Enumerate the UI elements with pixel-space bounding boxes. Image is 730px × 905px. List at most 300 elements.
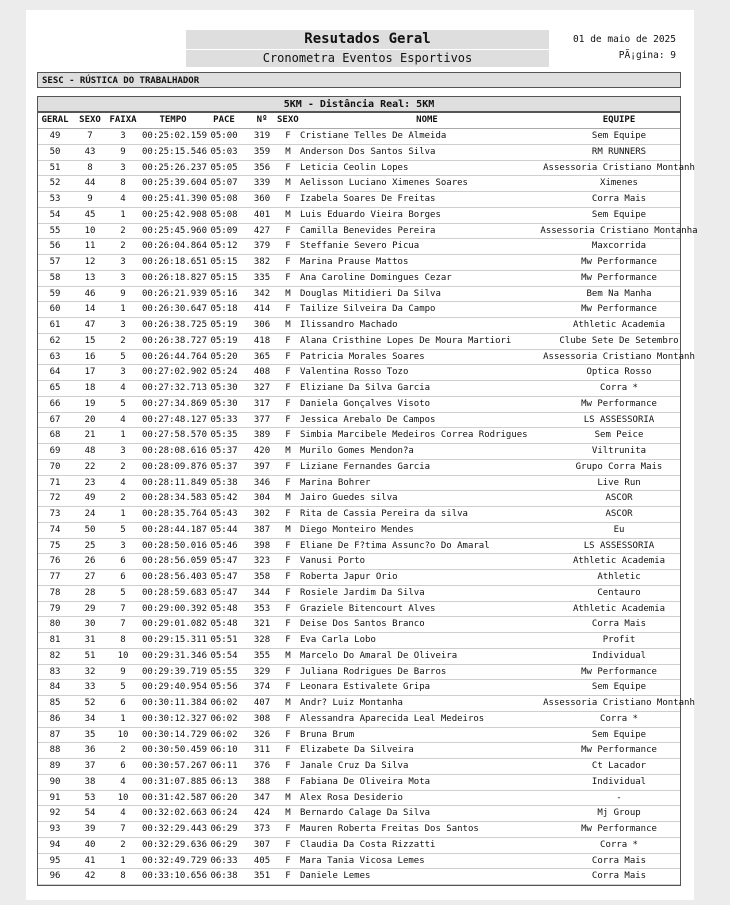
cell-equipe: Assessoria Cristiano Montanh	[543, 698, 695, 708]
cell-bib-number: 377	[253, 414, 271, 425]
cell-equipe: Live Run	[597, 477, 641, 488]
cell-tempo: 00:30:12.327	[142, 713, 208, 724]
cell-sexo-rank: 15	[84, 335, 96, 346]
cell-sexo-rank: 38	[84, 776, 96, 787]
cell-bib-number: 397	[253, 461, 271, 472]
cell-faixa: 4	[120, 383, 126, 393]
cell-faixa: 2	[120, 745, 126, 756]
cell-sexo-rank: 50	[84, 524, 96, 535]
cell-faixa: 10	[117, 650, 129, 661]
cell-pace: 05:42	[210, 493, 238, 504]
cell-faixa: 5	[120, 587, 126, 598]
cell-nome: Claudia Da Costa Rizzatti	[300, 839, 436, 850]
cell-geral: 67	[49, 414, 61, 425]
table-row	[38, 334, 680, 350]
cell-equipe: Centauro	[597, 587, 641, 598]
cell-nome: Tailize Silveira Da Campo	[300, 304, 436, 315]
cell-faixa: 7	[120, 824, 126, 834]
cell-faixa: 1	[120, 430, 126, 441]
table-row	[38, 822, 680, 838]
cell-tempo: 00:28:44.187	[142, 524, 208, 535]
cell-geral: 76	[49, 556, 61, 567]
cell-geral: 55	[49, 225, 61, 236]
col-faixa: FAIXA	[109, 115, 137, 125]
cell-tempo: 00:26:18.651	[142, 257, 208, 267]
cell-geral: 72	[49, 493, 61, 504]
cell-bib-number: 373	[253, 824, 271, 834]
cell-bib-number: 356	[253, 162, 271, 173]
cell-equipe: Profit	[602, 635, 636, 645]
cell-pace: 06:20	[210, 792, 238, 803]
table-body	[38, 129, 698, 885]
table-row	[38, 224, 698, 240]
cell-tempo: 00:25:39.604	[142, 178, 208, 189]
cell-faixa: 2	[120, 225, 126, 236]
cell-pace: 05:44	[210, 524, 238, 535]
cell-sexo-rank: 26	[84, 556, 96, 567]
cell-sexo: F	[285, 587, 291, 598]
cell-bib-number: 401	[253, 209, 271, 220]
cell-tempo: 00:26:38.725	[142, 320, 208, 330]
cell-nome: Marina Prause Mattos	[300, 257, 409, 267]
cell-sexo: F	[285, 871, 291, 882]
cell-geral: 53	[49, 194, 61, 204]
table-row	[38, 271, 680, 287]
cell-pace: 05:24	[210, 367, 238, 378]
cell-equipe: LS ASSESSORIA	[583, 540, 655, 551]
col-sexo-rank: SEXO	[79, 115, 101, 125]
table-row	[38, 460, 680, 476]
distance-banner: 5KM - Distância Real: 5KM	[37, 96, 681, 112]
cell-tempo: 00:30:50.459	[142, 745, 208, 756]
table-row	[38, 428, 680, 444]
cell-pace: 05:47	[210, 587, 238, 598]
table-row	[38, 397, 680, 413]
table-row	[38, 365, 680, 381]
table-row	[38, 129, 680, 145]
cell-sexo: F	[285, 603, 291, 614]
cell-tempo: 00:31:42.587	[142, 792, 208, 803]
cell-sexo-rank: 39	[84, 824, 96, 834]
cell-geral: 90	[49, 776, 61, 787]
cell-tempo: 00:32:49.729	[142, 855, 208, 866]
cell-sexo-rank: 20	[84, 414, 96, 425]
cell-bib-number: 407	[253, 698, 271, 708]
table-row	[38, 192, 680, 208]
cell-pace: 05:12	[210, 241, 238, 252]
report-subtitle: Cronometra Eventos Esportivos	[186, 50, 549, 67]
cell-sexo-rank: 42	[84, 871, 96, 882]
cell-equipe: Athletic Academia	[572, 320, 666, 330]
cell-sexo: F	[285, 666, 291, 677]
cell-sexo: F	[285, 619, 291, 630]
cell-pace: 06:24	[210, 808, 238, 819]
cell-sexo-rank: 41	[84, 855, 96, 866]
cell-faixa: 6	[120, 698, 126, 708]
cell-sexo-rank: 23	[84, 477, 96, 488]
cell-equipe: Sem Equipe	[591, 729, 647, 740]
cell-sexo: M	[285, 792, 291, 803]
cell-sexo-rank: 19	[84, 398, 96, 409]
cell-geral: 95	[49, 855, 61, 866]
cell-bib-number: 389	[253, 430, 271, 441]
cell-pace: 05:08	[210, 194, 238, 204]
cell-sexo-rank: 45	[84, 209, 96, 220]
cell-geral: 73	[49, 509, 61, 519]
cell-sexo: F	[285, 383, 291, 393]
cell-geral: 81	[49, 635, 61, 645]
cell-sexo: F	[285, 335, 291, 346]
cell-geral: 77	[49, 572, 61, 582]
table-row	[38, 208, 680, 224]
cell-sexo: F	[285, 729, 291, 740]
cell-geral: 62	[49, 335, 61, 346]
cell-bib-number: 408	[253, 367, 271, 378]
cell-equipe: Individual	[591, 650, 647, 661]
table-row	[38, 507, 680, 523]
cell-bib-number: 427	[253, 225, 271, 236]
cell-bib-number: 302	[253, 509, 271, 519]
cell-equipe: Corra *	[600, 383, 638, 393]
cell-nome: Alana Cristhine Lopes De Moura Martiori	[300, 335, 512, 346]
cell-tempo: 00:27:58.570	[142, 430, 208, 441]
cell-pace: 06:38	[210, 871, 238, 882]
cell-sexo-rank: 51	[84, 650, 96, 661]
cell-bib-number: 347	[253, 792, 271, 803]
cell-geral: 87	[49, 729, 61, 740]
col-pace: PACE	[213, 115, 235, 125]
cell-faixa: 3	[120, 320, 126, 330]
cell-bib-number: 405	[253, 855, 271, 866]
cell-sexo-rank: 37	[84, 761, 96, 771]
cell-faixa: 4	[120, 776, 126, 787]
cell-sexo-rank: 43	[84, 146, 96, 157]
table-row	[38, 539, 680, 555]
cell-geral: 56	[49, 241, 61, 252]
table-row	[38, 854, 680, 870]
cell-sexo: F	[285, 225, 291, 236]
cell-sexo-rank: 33	[84, 682, 96, 693]
cell-equipe: Sem Peice	[594, 430, 644, 441]
cell-equipe: LS ASSESSORIA	[583, 414, 655, 425]
cell-nome: Anderson Dos Santos Silva	[300, 146, 436, 157]
cell-sexo: F	[285, 839, 291, 850]
cell-equipe: Individual	[591, 776, 647, 787]
table-row	[38, 775, 680, 791]
cell-faixa: 4	[120, 414, 126, 425]
cell-pace: 05:55	[210, 666, 238, 677]
cell-bib-number: 382	[253, 257, 271, 267]
cell-sexo: F	[285, 430, 291, 441]
cell-geral: 85	[49, 698, 61, 708]
cell-bib-number: 308	[253, 713, 271, 724]
cell-sexo-rank: 27	[84, 572, 96, 582]
cell-geral: 71	[49, 477, 61, 488]
cell-tempo: 00:27:02.902	[142, 367, 208, 378]
cell-bib-number: 346	[253, 477, 271, 488]
cell-equipe: Corra *	[600, 713, 638, 724]
cell-pace: 05:54	[210, 650, 238, 661]
cell-pace: 05:30	[210, 383, 238, 393]
cell-nome: Diego Monteiro Mendes	[300, 524, 414, 535]
cell-tempo: 00:26:18.827	[142, 272, 208, 283]
table-row	[38, 145, 680, 161]
cell-tempo: 00:28:11.849	[142, 477, 208, 488]
cell-geral: 51	[49, 162, 61, 173]
cell-nome: Fabiana De Oliveira Mota	[300, 776, 431, 787]
col-sexo: SEXO	[277, 115, 299, 125]
cell-nome: Eliziane Da Silva Garcia	[300, 383, 431, 393]
cell-nome: Alex Rosa Desiderio	[300, 792, 403, 803]
cell-nome: Valentina Rosso Tozo	[300, 367, 409, 378]
cell-geral: 84	[49, 682, 61, 693]
cell-equipe: Maxcorrida	[591, 241, 647, 252]
cell-pace: 05:08	[210, 209, 238, 220]
table-row	[38, 633, 680, 649]
cell-sexo: F	[285, 241, 291, 252]
cell-pace: 06:02	[210, 713, 238, 724]
cell-tempo: 00:25:15.546	[142, 146, 208, 157]
cell-faixa: 9	[120, 146, 126, 157]
cell-tempo: 00:26:21.939	[142, 288, 208, 299]
cell-bib-number: 374	[253, 682, 271, 693]
cell-tempo: 00:32:29.443	[142, 824, 208, 834]
cell-sexo: F	[285, 635, 291, 645]
cell-geral: 83	[49, 666, 61, 677]
cell-sexo-rank: 11	[84, 241, 96, 252]
cell-equipe: Mw Performance	[581, 745, 657, 756]
cell-equipe: ASCOR	[605, 509, 633, 519]
cell-equipe: ASCOR	[605, 493, 633, 504]
cell-nome: Rita de Cassia Pereira da silva	[300, 509, 468, 519]
cell-faixa: 1	[120, 209, 126, 220]
cell-pace: 05:16	[210, 288, 238, 299]
cell-faixa: 2	[120, 839, 126, 850]
cell-geral: 66	[49, 398, 61, 409]
cell-equipe: Corra Mais	[591, 855, 647, 866]
cell-geral: 60	[49, 304, 61, 315]
cell-tempo: 00:28:59.683	[142, 587, 208, 598]
cell-equipe: Sem Equipe	[591, 209, 647, 220]
cell-tempo: 00:29:31.346	[142, 650, 208, 661]
cell-sexo-rank: 21	[84, 430, 96, 441]
cell-faixa: 5	[120, 524, 126, 535]
cell-faixa: 3	[120, 272, 126, 283]
cell-bib-number: 306	[253, 320, 271, 330]
table-row	[38, 759, 680, 775]
cell-geral: 82	[49, 650, 61, 661]
cell-sexo-rank: 49	[84, 493, 96, 504]
cell-sexo: F	[285, 162, 291, 173]
cell-faixa: 7	[120, 619, 126, 630]
cell-bib-number: 329	[253, 666, 271, 677]
cell-faixa: 4	[120, 194, 126, 204]
cell-nome: Andr? Luiz Montanha	[300, 698, 403, 708]
col-bib-number: Nº	[256, 115, 268, 125]
table-row	[38, 728, 680, 744]
cell-faixa: 1	[120, 304, 126, 315]
cell-tempo: 00:28:08.616	[142, 446, 208, 456]
table-row	[38, 476, 680, 492]
cell-equipe: Athletic	[597, 572, 641, 582]
cell-sexo: F	[285, 682, 291, 693]
cell-sexo-rank: 34	[84, 713, 96, 724]
cell-faixa: 3	[120, 131, 126, 141]
cell-bib-number: 311	[253, 745, 271, 756]
cell-nome: Mara Tania Vicosa Lemes	[300, 855, 425, 866]
cell-sexo: F	[285, 414, 291, 425]
cell-sexo: F	[285, 461, 291, 472]
cell-geral: 58	[49, 272, 61, 283]
cell-nome: Ana Caroline Domingues Cezar	[300, 272, 452, 283]
table-row	[38, 176, 680, 192]
cell-nome: Alessandra Aparecida Leal Medeiros	[300, 713, 485, 724]
cell-nome: Douglas Mitidieri Da Silva	[300, 288, 441, 299]
cell-geral: 78	[49, 587, 61, 598]
cell-bib-number: 323	[253, 556, 271, 567]
cell-sexo: F	[285, 272, 291, 283]
cell-geral: 80	[49, 619, 61, 630]
cell-bib-number: 319	[253, 131, 271, 141]
cell-tempo: 00:28:34.583	[142, 493, 208, 504]
cell-pace: 05:48	[210, 603, 238, 614]
cell-faixa: 10	[117, 792, 129, 803]
cell-pace: 05:15	[210, 272, 238, 283]
cell-nome: Vanusi Porto	[300, 556, 366, 567]
cell-tempo: 00:32:02.663	[142, 808, 208, 819]
cell-bib-number: 418	[253, 335, 271, 346]
table-row	[38, 649, 680, 665]
cell-nome: Jessica Arebalo De Campos	[300, 414, 436, 425]
cell-sexo-rank: 10	[84, 225, 96, 236]
cell-sexo: F	[285, 713, 291, 724]
cell-pace: 05:47	[210, 572, 238, 582]
cell-nome: Marcelo Do Amaral De Oliveira	[300, 650, 458, 661]
cell-bib-number: 326	[253, 729, 271, 740]
cell-bib-number: 321	[253, 619, 271, 630]
cell-nome: Ilissandro Machado	[300, 320, 398, 330]
cell-faixa: 6	[120, 761, 126, 771]
cell-faixa: 5	[120, 351, 126, 362]
cell-tempo: 00:32:29.636	[142, 839, 208, 850]
cell-sexo: F	[285, 745, 291, 756]
cell-sexo-rank: 54	[84, 808, 96, 819]
cell-faixa: 8	[120, 871, 126, 882]
cell-geral: 74	[49, 524, 61, 535]
cell-tempo: 00:30:57.267	[142, 761, 208, 771]
cell-pace: 06:29	[210, 824, 238, 834]
table-row	[38, 287, 680, 303]
cell-sexo-rank: 13	[84, 272, 96, 283]
cell-nome: Bernardo Calage Da Silva	[300, 808, 431, 819]
cell-bib-number: 358	[253, 572, 271, 582]
table-row	[38, 665, 680, 681]
cell-sexo: M	[285, 698, 291, 708]
cell-sexo-rank: 14	[84, 304, 96, 315]
cell-sexo-rank: 47	[84, 320, 96, 330]
cell-faixa: 9	[120, 288, 126, 299]
cell-nome: Cristiane Telles De Almeida	[300, 131, 447, 141]
cell-pace: 06:13	[210, 776, 238, 787]
cell-sexo-rank: 7	[87, 131, 93, 141]
cell-sexo: M	[285, 524, 291, 535]
cell-faixa: 6	[120, 556, 126, 567]
results-table	[37, 112, 698, 886]
cell-nome: Steffanie Severo Picua	[300, 241, 420, 252]
cell-faixa: 4	[120, 477, 126, 488]
cell-tempo: 00:26:38.727	[142, 335, 208, 346]
cell-pace: 05:51	[210, 635, 238, 645]
cell-pace: 05:33	[210, 414, 238, 425]
cell-pace: 05:47	[210, 556, 238, 567]
cell-nome: Elizabete Da Silveira	[300, 745, 414, 756]
table-row	[38, 806, 680, 822]
cell-sexo: M	[285, 808, 291, 819]
cell-bib-number: 304	[253, 493, 271, 504]
table-row	[38, 696, 695, 712]
table-row	[38, 743, 680, 759]
cell-pace: 06:33	[210, 855, 238, 866]
cell-pace: 05:35	[210, 430, 238, 441]
cell-equipe: Mw Performance	[581, 272, 657, 283]
cell-nome: Leticia Ceolin Lopes	[300, 162, 409, 173]
cell-tempo: 00:27:34.869	[142, 398, 208, 409]
table-row	[38, 161, 695, 177]
cell-tempo: 00:26:44.764	[142, 351, 208, 362]
cell-bib-number: 388	[253, 776, 271, 787]
table-row	[38, 350, 695, 366]
cell-equipe: Clube Sete De Setembro	[559, 335, 679, 346]
cell-nome: Roberta Japur Orio	[300, 572, 398, 582]
report-title: Resutados Geral	[186, 30, 549, 49]
cell-bib-number: 359	[253, 146, 271, 157]
table-header	[38, 113, 680, 129]
cell-geral: 91	[49, 792, 61, 803]
cell-faixa: 10	[117, 729, 129, 740]
cell-faixa: 6	[120, 572, 126, 582]
cell-geral: 92	[49, 808, 61, 819]
cell-geral: 54	[49, 209, 61, 220]
table-row	[38, 570, 680, 586]
cell-pace: 05:46	[210, 540, 238, 551]
cell-nome: Rosiele Jardim Da Silva	[300, 587, 425, 598]
cell-bib-number: 342	[253, 288, 271, 299]
cell-faixa: 2	[120, 335, 126, 346]
cell-pace: 05:19	[210, 335, 238, 346]
cell-sexo: F	[285, 761, 291, 771]
cell-sexo: M	[285, 146, 291, 157]
cell-nome: Mauren Roberta Freitas Dos Santos	[300, 824, 479, 834]
cell-tempo: 00:28:56.403	[142, 572, 208, 582]
cell-sexo-rank: 12	[84, 257, 96, 267]
cell-sexo-rank: 28	[84, 587, 96, 598]
cell-pace: 05:43	[210, 509, 238, 519]
cell-equipe: Athletic Academia	[572, 603, 666, 614]
cell-geral: 94	[49, 839, 61, 850]
cell-faixa: 2	[120, 461, 126, 472]
table-row	[38, 791, 680, 807]
table-row	[38, 586, 680, 602]
cell-pace: 06:02	[210, 698, 238, 708]
cell-faixa: 1	[120, 713, 126, 724]
cell-faixa: 5	[120, 398, 126, 409]
cell-tempo: 00:27:48.127	[142, 414, 208, 425]
cell-sexo: M	[285, 493, 291, 504]
cell-bib-number: 353	[253, 603, 271, 614]
cell-faixa: 3	[120, 446, 126, 456]
cell-sexo: F	[285, 556, 291, 567]
cell-faixa: 3	[120, 162, 126, 173]
